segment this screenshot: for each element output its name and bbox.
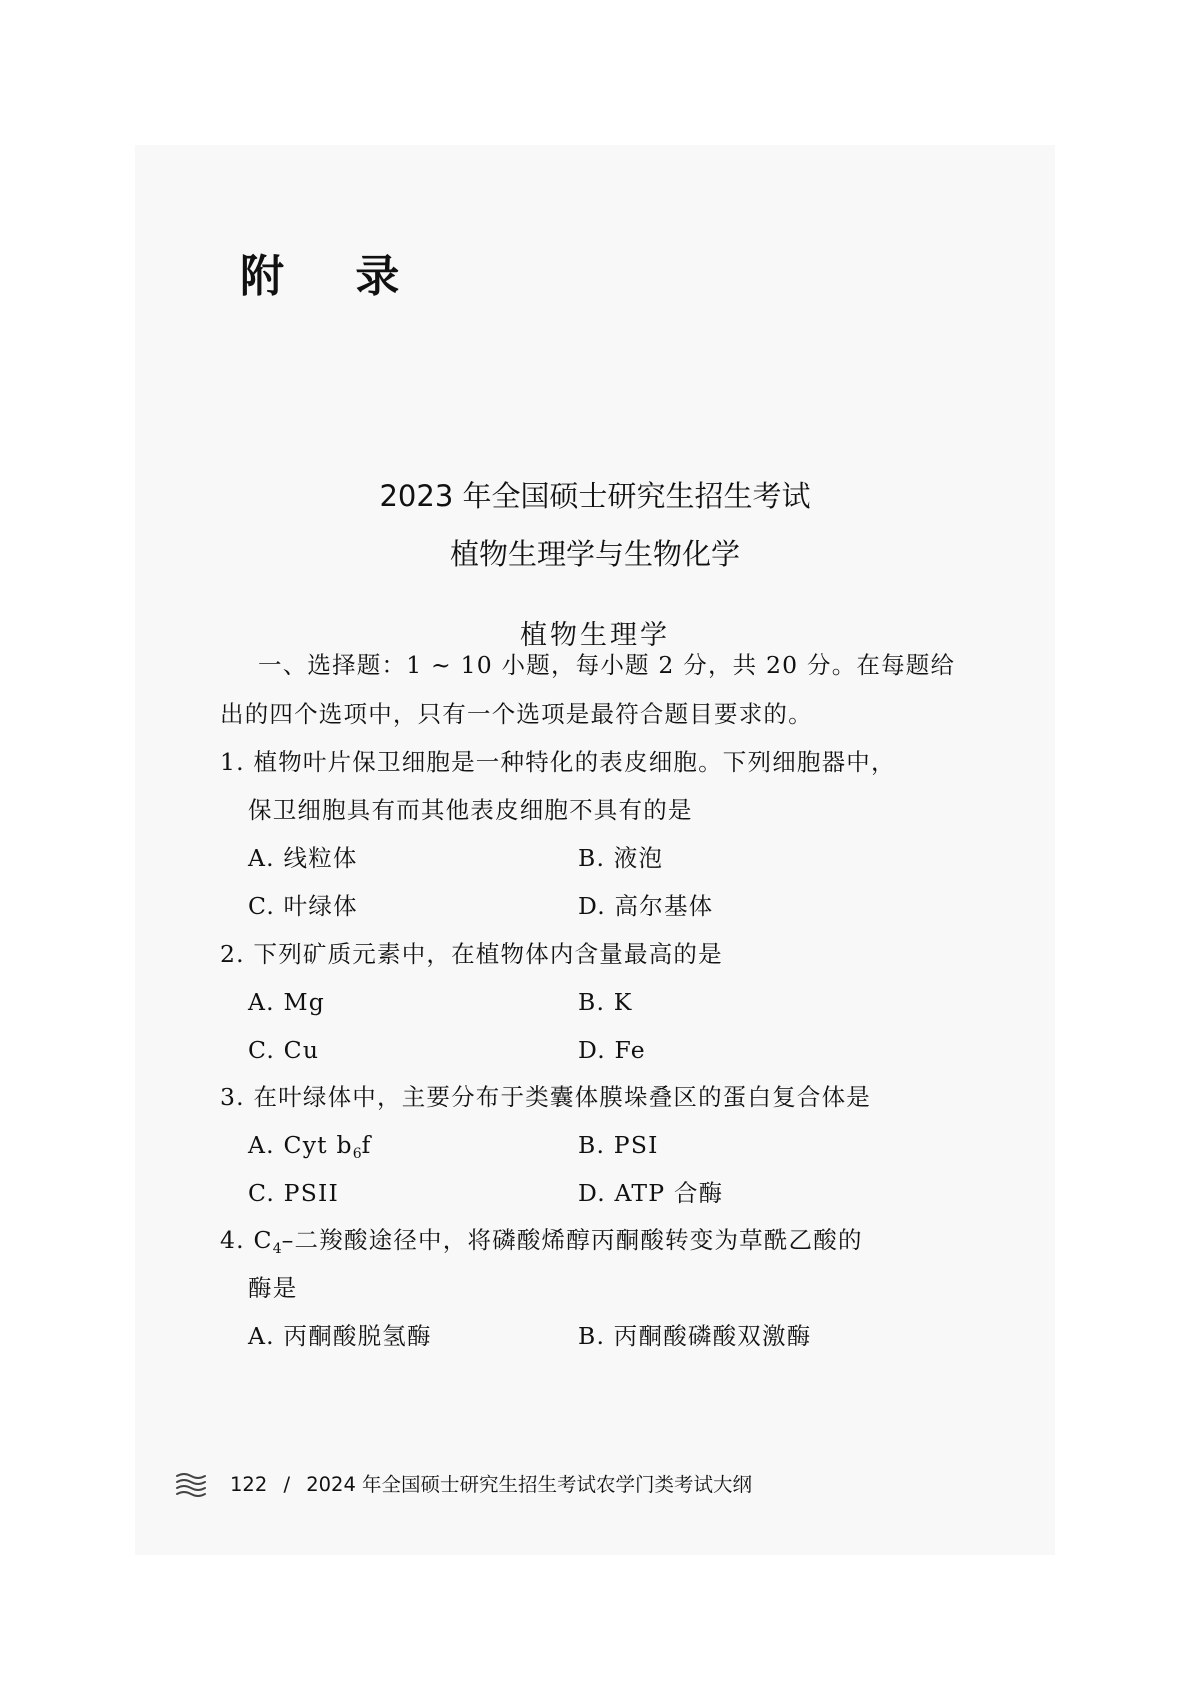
question-3-option-a: A. Cyt $b_6f$: [248, 1131, 372, 1162]
page-footer: [230, 1470, 762, 1500]
question-1-option-b: B. 液泡: [578, 844, 664, 872]
question-1-option-c: C. 叶绿体: [248, 892, 358, 920]
book-stack-icon: [174, 1470, 208, 1500]
question-3-option-d: D. ATP 合酶: [578, 1179, 724, 1207]
section-title: 植物生理学: [520, 620, 670, 651]
question-4-option-b: B. 丙酮酸磷酸双激酶: [578, 1322, 812, 1350]
question-1-stem-continued: 保卫细胞具有而其他表皮细胞不具有的是: [248, 796, 693, 824]
appendix-heading: 附 录: [240, 251, 428, 302]
question-4-stem-continued: 酶是: [248, 1274, 298, 1302]
question-2-option-b: B. K: [578, 988, 633, 1016]
exam-subject: 植物生理学与生物化学: [449, 537, 740, 571]
exam-title: 2023 年全国硕士研究生招生考试: [379, 479, 811, 513]
question-2-option-c: C. Cu: [248, 1036, 320, 1064]
question-2-option-a: A. Mg: [248, 988, 326, 1016]
footer-separator: /: [283, 1473, 291, 1496]
question-1-stem: 1. 植物叶片保卫细胞是一种特化的表皮细胞。下列细胞器中，: [220, 748, 896, 776]
question-2-stem: 2. 下列矿质元素中，在植物体内含量最高的是: [220, 940, 723, 968]
page-number: 122: [230, 1473, 268, 1496]
instructions-line-2: 出的四个选项中，只有一个选项是最符合题目要求的。: [220, 700, 813, 728]
question-1-option-a: A. 线粒体: [248, 844, 358, 872]
question-4-option-a: A. 丙酮酸脱氢酶: [248, 1322, 432, 1350]
instructions-line-1: 一、选择题：1 ~ 10 小题，每小题 2 分，共 20 分。在每题给: [258, 651, 956, 679]
book-title: 2024 年全国硕士研究生招生考试农学门类考试大纲: [306, 1473, 753, 1496]
question-3-option-c: C. PSII: [248, 1179, 339, 1207]
question-4-stem: 4. $C_4-$二羧酸途径中，将磷酸烯醇丙酮酸转变为草酰乙酸的: [220, 1226, 863, 1257]
question-3-option-b: B. PSI: [578, 1131, 659, 1159]
question-1-option-d: D. 高尔基体: [578, 892, 714, 920]
question-3-stem: 3. 在叶绿体中，主要分布于类囊体膜垛叠区的蛋白复合体是: [220, 1083, 871, 1111]
question-2-option-d: D. Fe: [578, 1036, 646, 1064]
